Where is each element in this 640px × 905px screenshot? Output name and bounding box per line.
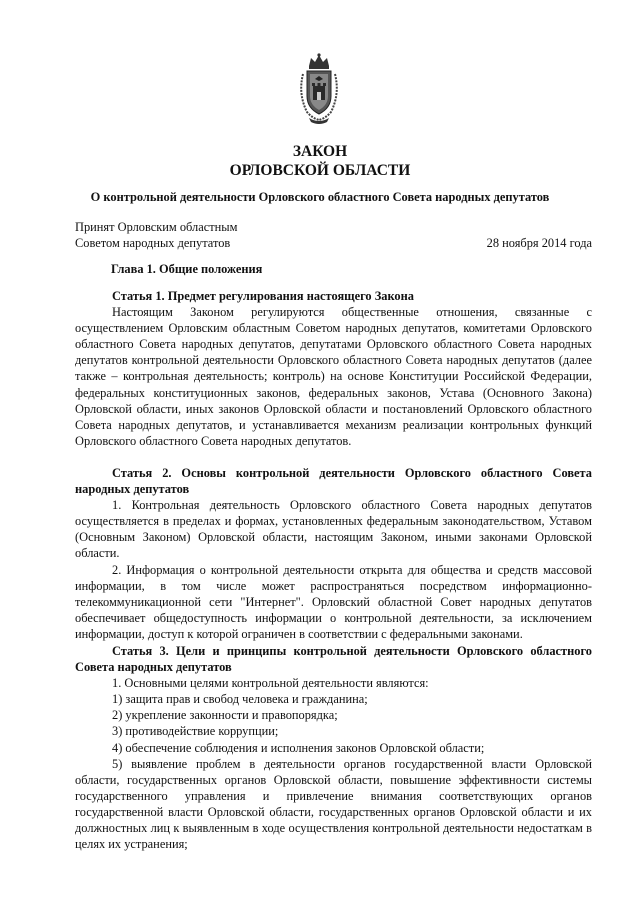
adopted-by-line2: Советом народных депутатов — [75, 236, 231, 250]
article-3-item-3: 3) противодействие коррупции; — [112, 724, 279, 739]
law-subtitle: О контрольной деятельности Орловского областного Совета народных депутатов — [90, 190, 550, 204]
article-3-item-2: 2) укрепление законности и правопорядка; — [112, 708, 338, 723]
article-3-item-1: 1) защита прав и свобод человека и гражданина; — [112, 692, 368, 707]
article-3-item-5: 5) выявление проблем в деятельности органов государственной власти Орловской области, государственных органов Орловской области, повышение эффективности системы государственного управления и привлечение внимания соответствующих органов государственной власти Орловской области, государственных органов Орловской области и их должностных лиц к выявленным в ходе осуществления контрольной деятельности недостаткам в целях их устранения; — [75, 756, 592, 852]
adoption-date: 28 ноября 2014 года — [486, 236, 592, 250]
article-3-heading: Статья 3. Цели и принципы контрольной деятельности Орловского областного Совета народных депутатов — [75, 644, 592, 675]
article-2 — [75, 465, 592, 642]
article-3-paragraph-1: 1. Основными целями контрольной деятельности являются: — [112, 676, 429, 691]
region-title: ОРЛОВСКОЙ ОБЛАСТИ — [229, 162, 411, 179]
article-2-paragraph-1: 1. Контрольная деятельность Орловского областного Совета народных депутатов осуществляется в пределах и формах, установленных федеральным законодательством, Уставом (Основным Законом) Орловской области, настоящим Законом, иными законами Орловской области. — [75, 498, 592, 561]
article-1-paragraph: Настоящим Законом регулируются общественные отношения, связанные с осуществлением Орловским областным Советом народных депутатов, комитетами Орловского областного Совета народных депутатов, депутатами Орловского областного Совета народных депутатов контрольной деятельности Орловского областного Совета народных депутатов (далее также – контрольная деятельность; контроль) на основе Конституции Российской Федерации, федеральных конституционных законов, федеральных законов, Устава (Основного Закона) Орловской области, иных законов Орловской области и постановлений Орловского областного Совета народных депутатов, и устанавливается механизм реализации контрольных функций Орловского областного Совета народных депутатов. — [75, 305, 592, 448]
article-3 — [75, 643, 592, 852]
law-title: ЗАКОН — [292, 143, 348, 160]
adopted-by-line1: Принят Орловским областным — [75, 220, 238, 234]
article-3-item-4: 4) обеспечение соблюдения и исполнения законов Орловской области; — [112, 740, 485, 755]
article-2-paragraph-2: 2. Информация о контрольной деятельности открыта для общества и средств массовой информации, в том числе может распространяться посредством информационно-телекоммуникационной сети "Интернет". Орловский областной Совет народных депутатов обеспечивает общедоступность информации о контрольной деятельности, за исключением информации, доступ к которой ограничен в соответствии с федеральными законами. — [75, 562, 592, 641]
article-2-heading: Статья 2. Основы контрольной деятельности Орловского областного Совета народных депутатов — [75, 466, 592, 497]
article-1 — [75, 288, 592, 449]
article-1-heading: Статья 1. Предмет регулирования настоящего Закона — [112, 289, 414, 303]
chapter-title: Глава 1. Общие положения — [111, 262, 263, 276]
coat-of-arms-emblem — [297, 52, 341, 126]
